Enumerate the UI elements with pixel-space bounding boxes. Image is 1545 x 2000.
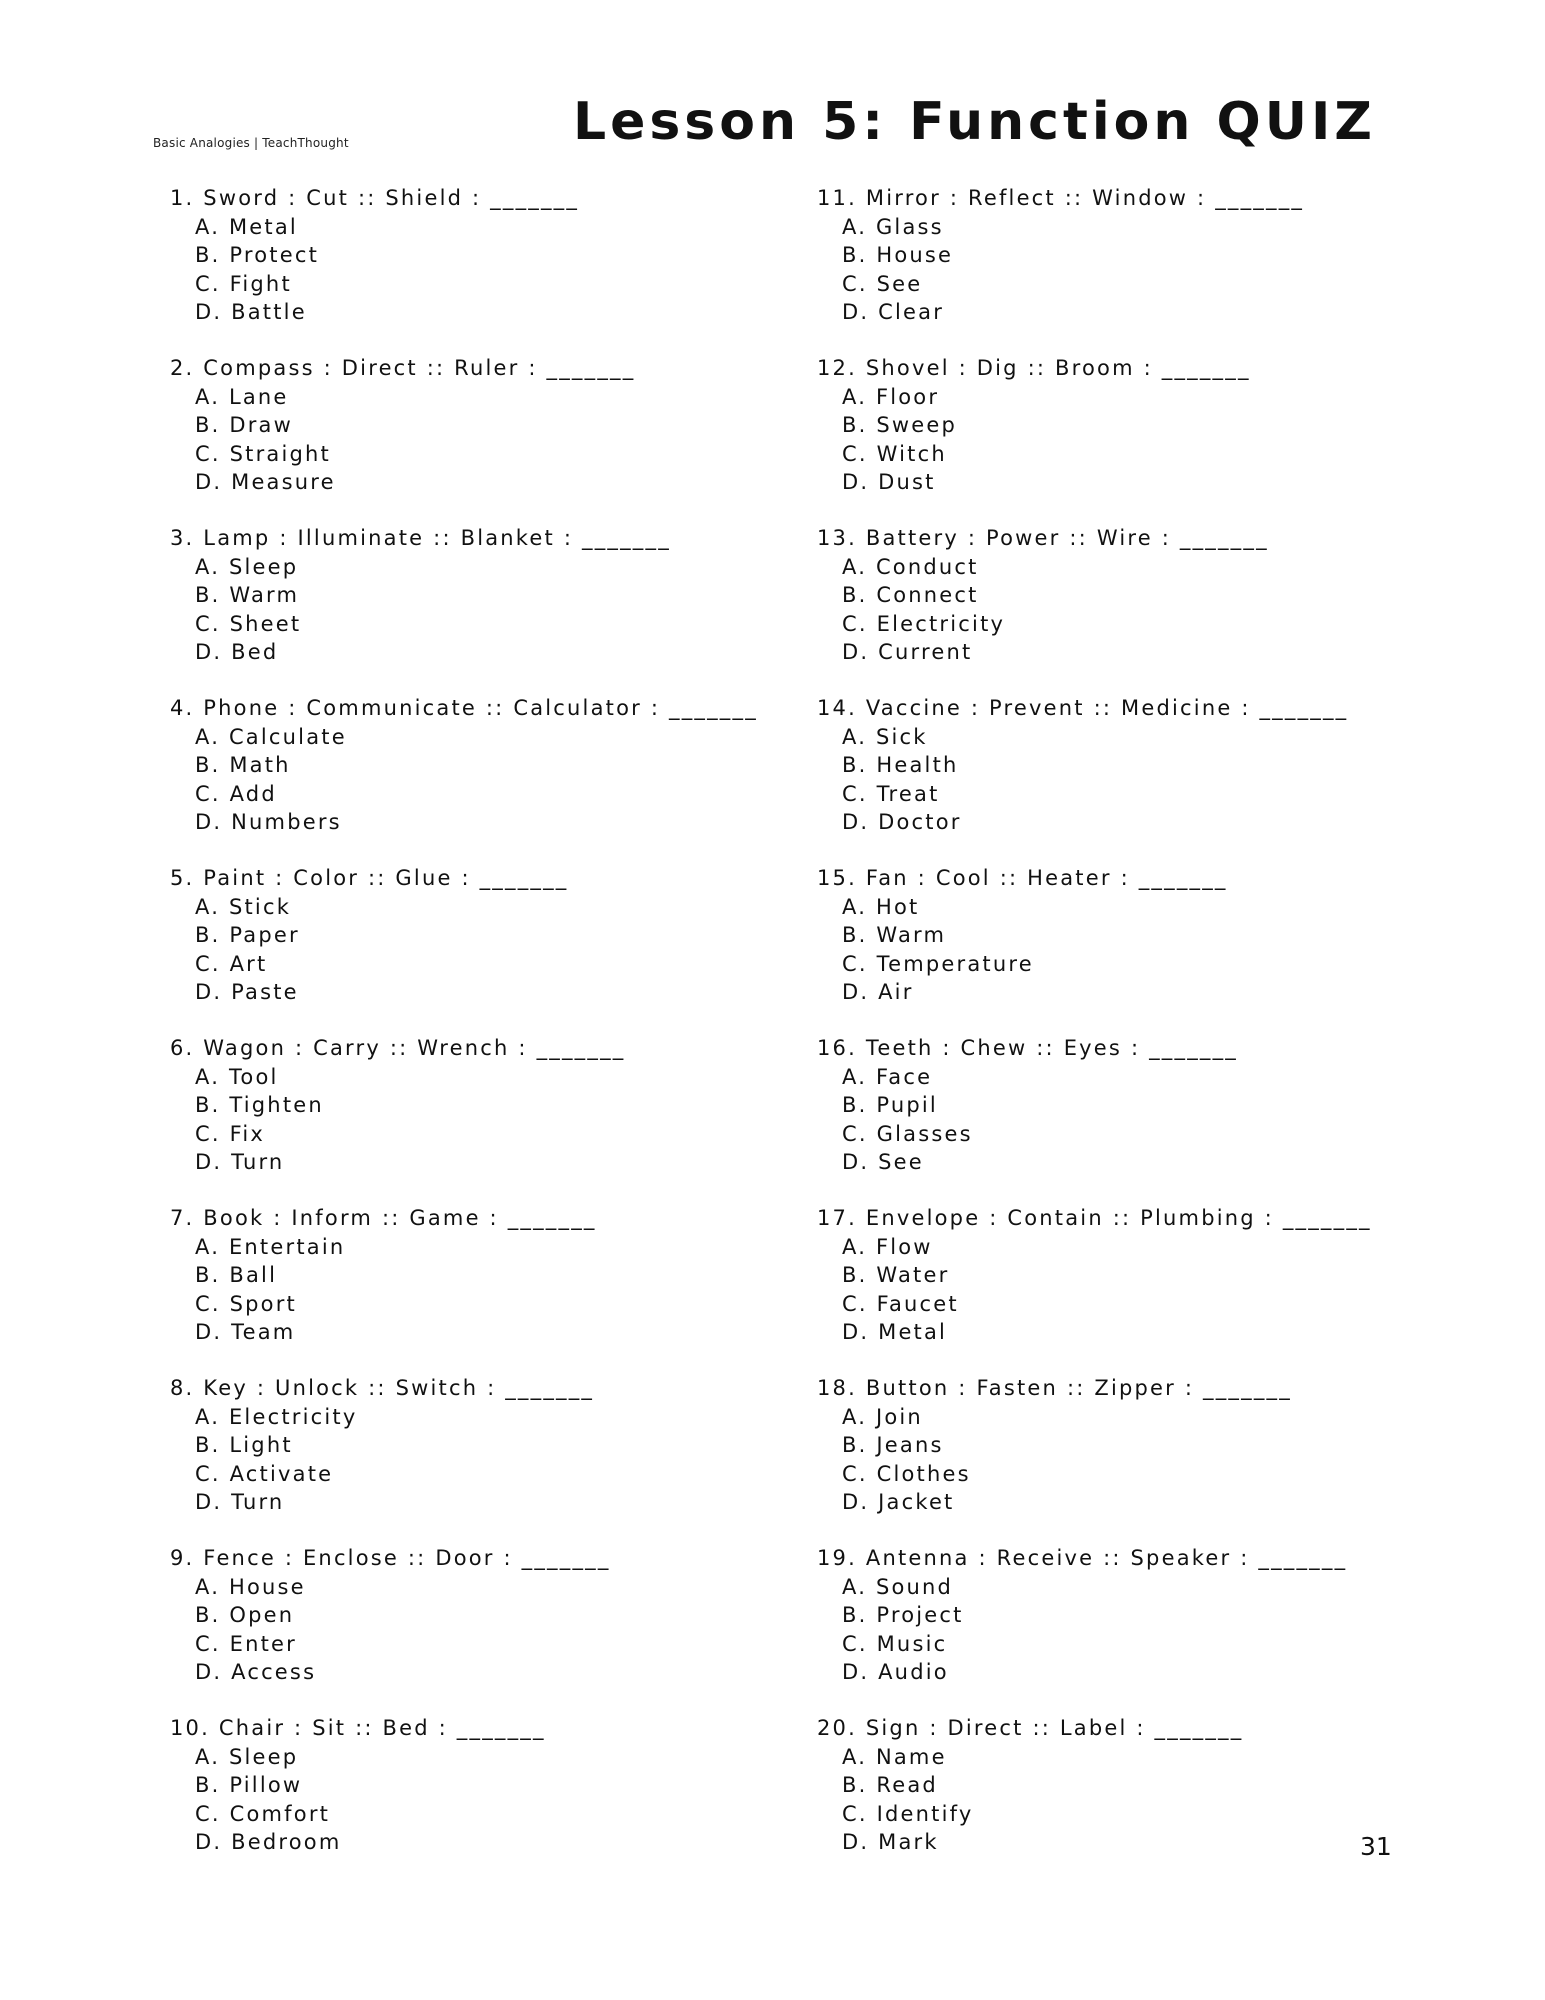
answer-option: A. Sleep: [195, 554, 299, 579]
answer-options: [170, 1233, 810, 1347]
answer-option: A. Glass: [842, 214, 944, 239]
question-prompt: 16. Teeth : Chew :: Eyes : _______: [817, 1036, 1238, 1060]
question-18: [817, 1374, 1457, 1544]
answer-option: A. Entertain: [195, 1234, 346, 1259]
question-15: [817, 864, 1457, 1034]
question-3: [170, 524, 810, 694]
question-prompt: 13. Battery : Power :: Wire : _______: [817, 526, 1269, 550]
answer-option: C. Temperature: [842, 951, 1034, 976]
answer-option: B. Sweep: [842, 413, 958, 437]
question-8: [170, 1374, 810, 1544]
source-label: Basic Analogies | TeachThought: [153, 136, 349, 150]
question-prompt: 10. Chair : Sit :: Bed : _______: [170, 1716, 546, 1740]
answer-options: [170, 723, 810, 837]
questions-column-right: [817, 184, 1457, 1884]
answer-option: B. Connect: [842, 583, 979, 607]
question-prompt: 1. Sword : Cut :: Shield : _______: [170, 186, 580, 210]
answer-options: [817, 213, 1457, 327]
answer-option: B. Project: [842, 1603, 964, 1627]
answer-option: C. Music: [842, 1631, 948, 1656]
answer-option: B. House: [842, 243, 954, 267]
answer-option: C. Art: [195, 951, 268, 976]
question-prompt: 11. Mirror : Reflect :: Window : _______: [817, 186, 1305, 210]
answer-options: [170, 1573, 810, 1687]
question-prompt: 18. Button : Fasten :: Zipper : _______: [817, 1376, 1292, 1400]
question-17: [817, 1204, 1457, 1374]
question-prompt: 12. Shovel : Dig :: Broom : _______: [817, 356, 1251, 380]
answer-option: D. Audio: [842, 1660, 949, 1684]
answer-options: [817, 893, 1457, 1007]
answer-options: [170, 553, 810, 667]
answer-option: D. Clear: [842, 300, 945, 324]
answer-option: C. Enter: [195, 1631, 297, 1656]
answer-option: A. Join: [842, 1404, 923, 1429]
answer-option: B. Paper: [195, 923, 300, 947]
answer-option: D. Dust: [842, 470, 936, 494]
question-10: [170, 1714, 810, 1884]
question-prompt: 5. Paint : Color :: Glue : _______: [170, 866, 569, 890]
answer-option: C. Add: [195, 781, 277, 806]
answer-option: D. Measure: [195, 470, 336, 494]
answer-option: B. Health: [842, 753, 959, 777]
answer-option: B. Open: [195, 1603, 295, 1627]
question-prompt: 17. Envelope : Contain :: Plumbing : _______: [817, 1206, 1372, 1230]
answer-option: C. Comfort: [195, 1801, 331, 1826]
answer-option: C. Identify: [842, 1801, 974, 1826]
question-prompt: 20. Sign : Direct :: Label : _______: [817, 1716, 1244, 1740]
answer-options: [817, 1063, 1457, 1177]
answer-option: C. Witch: [842, 441, 947, 466]
answer-option: C. Clothes: [842, 1461, 971, 1486]
answer-option: D. Turn: [195, 1490, 285, 1514]
answer-options: [817, 1573, 1457, 1687]
question-19: [817, 1544, 1457, 1714]
answer-option: B. Warm: [842, 923, 947, 947]
answer-option: B. Protect: [195, 243, 320, 267]
answer-option: C. Sheet: [195, 611, 302, 636]
answer-option: C. Electricity: [842, 611, 1006, 636]
answer-option: A. Hot: [842, 894, 920, 919]
answer-option: D. Paste: [195, 980, 299, 1004]
answer-option: B. Math: [195, 753, 291, 777]
answer-option: D. Current: [842, 640, 973, 664]
answer-option: C. Fix: [195, 1121, 266, 1146]
question-4: [170, 694, 810, 864]
question-prompt: 2. Compass : Direct :: Ruler : _______: [170, 356, 636, 380]
question-6: [170, 1034, 810, 1204]
question-prompt: 15. Fan : Cool :: Heater : _______: [817, 866, 1228, 890]
answer-option: A. Flow: [842, 1234, 933, 1259]
answer-option: A. Conduct: [842, 554, 979, 579]
question-12: [817, 354, 1457, 524]
answer-option: B. Tighten: [195, 1093, 324, 1117]
answer-option: A. Sick: [842, 724, 928, 749]
answer-option: C. Faucet: [842, 1291, 959, 1316]
question-5: [170, 864, 810, 1034]
question-prompt: 8. Key : Unlock :: Switch : _______: [170, 1376, 595, 1400]
answer-option: D. Bed: [195, 640, 279, 664]
answer-option: B. Pillow: [195, 1773, 303, 1797]
answer-option: A. Face: [842, 1064, 933, 1089]
answer-option: D. Jacket: [842, 1490, 955, 1514]
questions-column-left: [170, 184, 810, 1884]
answer-option: A. Floor: [842, 384, 940, 409]
answer-option: B. Read: [842, 1773, 938, 1797]
answer-options: [817, 383, 1457, 497]
question-2: [170, 354, 810, 524]
answer-option: D. Access: [195, 1660, 317, 1684]
question-prompt: 4. Phone : Communicate :: Calculator : _______: [170, 696, 758, 720]
answer-options: [170, 1743, 810, 1857]
question-prompt: 3. Lamp : Illuminate :: Blanket : _______: [170, 526, 671, 550]
question-prompt: 7. Book : Inform :: Game : _______: [170, 1206, 597, 1230]
question-prompt: 14. Vaccine : Prevent :: Medicine : _______: [817, 696, 1349, 720]
question-1: [170, 184, 810, 354]
question-11: [817, 184, 1457, 354]
answer-option: D. Air: [842, 980, 914, 1004]
question-14: [817, 694, 1457, 864]
answer-option: D. Numbers: [195, 810, 342, 834]
answer-option: A. House: [195, 1574, 306, 1599]
answer-option: C. Activate: [195, 1461, 334, 1486]
question-7: [170, 1204, 810, 1374]
answer-option: B. Ball: [195, 1263, 278, 1287]
question-9: [170, 1544, 810, 1714]
answer-options: [817, 553, 1457, 667]
answer-options: [170, 383, 810, 497]
question-13: [817, 524, 1457, 694]
answer-options: [170, 893, 810, 1007]
question-prompt: 19. Antenna : Receive :: Speaker : _______: [817, 1546, 1348, 1570]
answer-option: B. Pupil: [842, 1093, 938, 1117]
answer-option: A. Stick: [195, 894, 292, 919]
answer-option: D. Doctor: [842, 810, 962, 834]
page-number: 31: [1360, 1832, 1392, 1861]
answer-option: B. Jeans: [842, 1433, 944, 1457]
page-title: Lesson 5: Function QUIZ: [572, 92, 1376, 152]
answer-option: D. Team: [195, 1320, 296, 1344]
answer-option: D. See: [842, 1150, 924, 1174]
answer-options: [170, 1403, 810, 1517]
answer-option: A. Sleep: [195, 1744, 299, 1769]
answer-option: C. Sport: [195, 1291, 297, 1316]
answer-option: B. Water: [842, 1263, 950, 1287]
answer-options: [817, 1233, 1457, 1347]
answer-option: A. Sound: [842, 1574, 954, 1599]
question-prompt: 9. Fence : Enclose :: Door : _______: [170, 1546, 611, 1570]
answer-option: A. Tool: [195, 1064, 279, 1089]
answer-options: [170, 1063, 810, 1177]
answer-option: B. Draw: [195, 413, 294, 437]
answer-option: D. Metal: [842, 1320, 948, 1344]
answer-option: B. Warm: [195, 583, 300, 607]
answer-option: A. Name: [842, 1744, 947, 1769]
question-16: [817, 1034, 1457, 1204]
answer-option: D. Bedroom: [195, 1830, 342, 1854]
answer-option: C. Treat: [842, 781, 940, 806]
answer-option: C. Glasses: [842, 1121, 973, 1146]
answer-options: [817, 723, 1457, 837]
answer-option: D. Battle: [195, 300, 307, 324]
answer-options: [817, 1403, 1457, 1517]
answer-option: A. Electricity: [195, 1404, 358, 1429]
answer-option: A. Metal: [195, 214, 298, 239]
answer-options: [170, 213, 810, 327]
answer-option: D. Turn: [195, 1150, 285, 1174]
answer-option: D. Mark: [842, 1830, 939, 1854]
answer-option: A. Calculate: [195, 724, 347, 749]
answer-option: A. Lane: [195, 384, 289, 409]
answer-option: C. Straight: [195, 441, 331, 466]
answer-option: B. Light: [195, 1433, 293, 1457]
answer-option: C. See: [842, 271, 923, 296]
answer-option: C. Fight: [195, 271, 292, 296]
question-prompt: 6. Wagon : Carry :: Wrench : _______: [170, 1036, 626, 1060]
